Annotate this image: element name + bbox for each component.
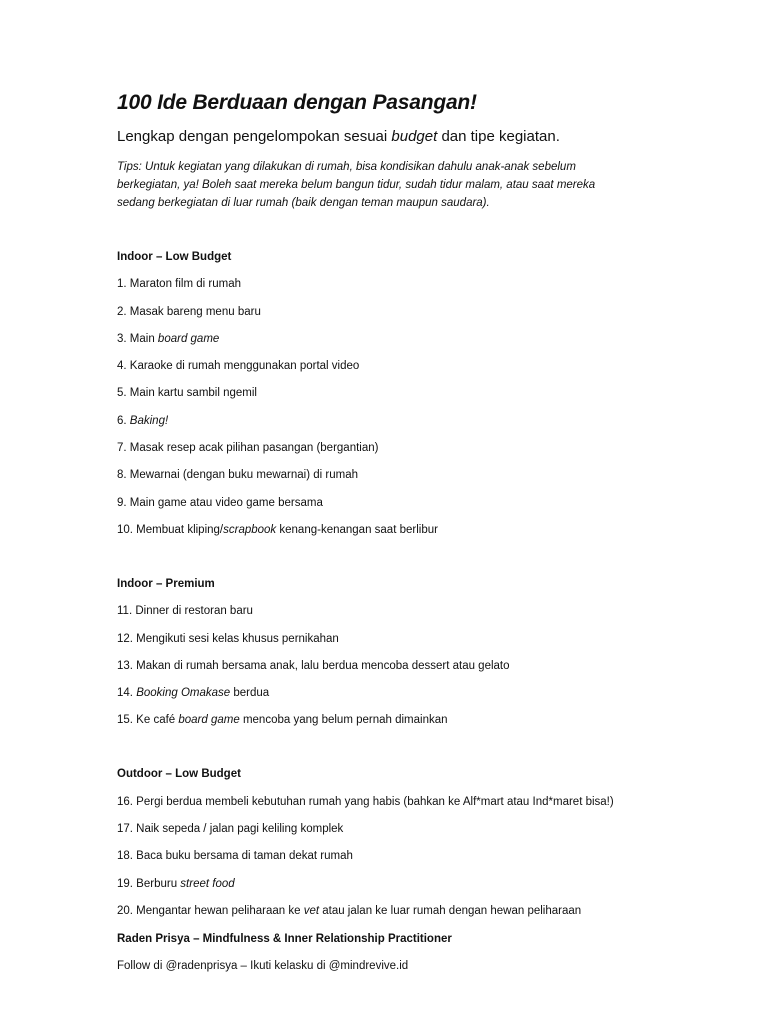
list-item: 3. Main board game	[117, 332, 220, 345]
subtitle-text-post: dan tipe kegiatan.	[437, 128, 560, 145]
idea-list	[117, 602, 717, 729]
list-item: 17. Naik sepeda / jalan pagi keliling komplek	[117, 823, 344, 836]
list-item: 18. Baca buku bersama di taman dekat rumah	[117, 850, 353, 863]
section-indoor-premium	[117, 575, 717, 729]
section-indoor-low-budget	[117, 248, 717, 539]
list-item: 14. Booking Omakase berdua	[117, 687, 270, 700]
list-item: 15. Ke café board game mencoba yang belum pernah dimainkan	[117, 714, 448, 727]
section-title: Outdoor – Low Budget	[117, 768, 241, 781]
document-page	[117, 88, 717, 975]
document-subtitle	[117, 126, 717, 148]
subtitle-text-pre: Lengkap dengan pengelompokan sesuai	[117, 128, 392, 145]
document-title: 100 Ide Berduaan dengan Pasangan!	[117, 91, 477, 114]
list-item: 4. Karaoke di rumah menggunakan portal video	[117, 360, 360, 373]
author-credit: Raden Prisya – Mindfulness & Inner Relationship Practitioner	[117, 932, 452, 945]
tips-paragraph: Tips: Untuk kegiatan yang dilakukan di rumah, bisa kondisikan dahulu anak-anak sebelum berkegiatan, ya! Boleh saat mereka belum bangun tidur, sudah tidur malam, atau saat mereka sedang berkegiatan di luar rumah (baik dengan teman maupun saudara).	[117, 161, 596, 209]
list-item: 11. Dinner di restoran baru	[117, 605, 253, 618]
list-item: 1. Maraton film di rumah	[117, 278, 241, 291]
footer	[117, 930, 717, 975]
list-item: 6. Baking!	[117, 414, 169, 427]
list-item: 2. Masak bareng menu baru	[117, 305, 261, 318]
subtitle-emphasis: budget	[391, 128, 438, 145]
follow-line: Follow di @radenprisya – Ikuti kelasku di @mindrevive.id	[117, 959, 409, 972]
section-title: Indoor – Premium	[117, 577, 215, 590]
list-item: 19. Berburu street food	[117, 877, 235, 890]
section-outdoor-low-budget	[117, 765, 717, 919]
list-item: 7. Masak resep acak pilihan pasangan (bergantian)	[117, 442, 379, 455]
list-item: 16. Pergi berdua membeli kebutuhan rumah yang habis (bahkan ke Alf*mart atau Ind*maret bisa!)	[117, 795, 614, 808]
idea-list	[117, 793, 717, 920]
idea-list	[117, 275, 717, 539]
list-item: 13. Makan di rumah bersama anak, lalu berdua mencoba dessert atau gelato	[117, 659, 510, 672]
list-item: 9. Main game atau video game bersama	[117, 496, 323, 509]
list-item: 8. Mewarnai (dengan buku mewarnai) di rumah	[117, 469, 358, 482]
section-title: Indoor – Low Budget	[117, 251, 232, 263]
list-item: 12. Mengikuti sesi kelas khusus pernikahan	[117, 632, 339, 645]
list-item: 10. Membuat kliping/scrapbook kenang-kenangan saat berlibur	[117, 523, 438, 536]
list-item: 20. Mengantar hewan peliharaan ke vet atau jalan ke luar rumah dengan hewan peliharaan	[117, 904, 582, 917]
list-item: 5. Main kartu sambil ngemil	[117, 387, 257, 400]
